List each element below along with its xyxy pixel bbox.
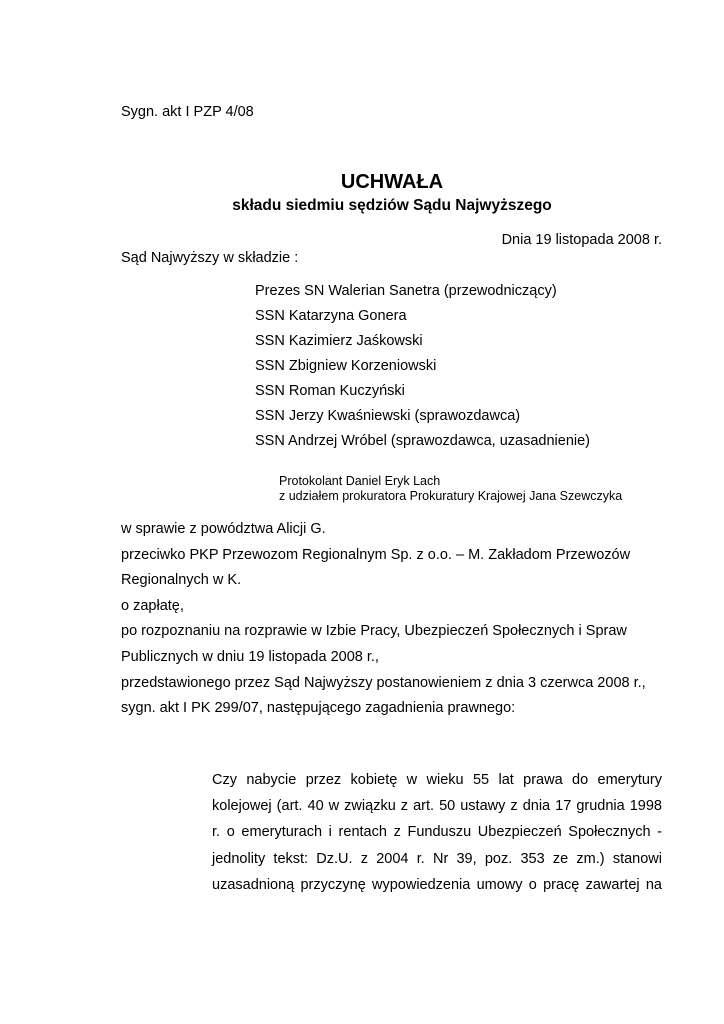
legal-question: [212, 771, 662, 902]
protocol-prosecutor: z udziałem prokuratora Prokuratury Krajowej Jana Szewczyka: [279, 489, 623, 503]
case-line: sygn. akt I PK 299/07, następującego zagadnienia prawnego:: [121, 700, 516, 717]
case-signature: Sygn. akt I PZP 4/08: [121, 104, 254, 120]
document-date: Dnia 19 listopada 2008 r.: [501, 232, 662, 248]
judge-item: SSN Jerzy Kwaśniewski (sprawozdawca): [255, 408, 521, 424]
case-description: [121, 520, 646, 725]
document-title: UCHWAŁA: [340, 171, 444, 193]
court-composition-intro: Sąd Najwyższy w składzie :: [121, 250, 299, 266]
case-line: przeciwko PKP Przewozom Regionalnym Sp. z o.o. – M. Zakładom Przewozów: [121, 546, 631, 563]
judge-item: Prezes SN Walerian Sanetra (przewodniczący): [255, 283, 557, 299]
case-line: Publicznych w dniu 19 listopada 2008 r.,: [121, 648, 379, 665]
protocol-block: [279, 474, 622, 504]
judge-item: SSN Kazimierz Jaśkowski: [255, 333, 423, 349]
case-line: po rozpoznaniu na rozprawie w Izbie Pracy, Ubezpieczeń Społecznych i Spraw: [121, 623, 627, 640]
case-line: o zapłatę,: [121, 597, 184, 614]
case-line: w sprawie z powództwa Alicji G.: [121, 521, 326, 537]
protocol-clerk: Protokolant Daniel Eryk Lach: [279, 474, 441, 488]
judge-item: SSN Andrzej Wróbel (sprawozdawca, uzasadnienie): [255, 433, 591, 449]
judge-item: SSN Zbigniew Korzeniowski: [255, 358, 437, 374]
case-line: przedstawionego przez Sąd Najwyższy postanowieniem z dnia 3 czerwca 2008 r.,: [121, 674, 646, 691]
judges-list: [255, 282, 590, 457]
question-line: uzasadnioną przyczynę wypowiedzenia umowy o pracę zawartej na: [212, 876, 662, 893]
question-line: Czy nabycie przez kobietę w wieku 55 lat prawa do emerytury: [212, 772, 662, 788]
judge-item: SSN Katarzyna Gonera: [255, 308, 407, 324]
judge-item: SSN Roman Kuczyński: [255, 383, 405, 399]
question-line: r. o emeryturach i rentach z Funduszu Ubezpieczeń Społecznych -: [212, 824, 662, 841]
question-line: jednolity tekst: Dz.U. z 2004 r. Nr 39, poz. 353 ze zm.) stanowi: [212, 850, 662, 867]
document-subtitle: składu siedmiu sędziów Sądu Najwyższego: [232, 197, 552, 214]
case-line: Regionalnych w K.: [121, 572, 242, 589]
question-line: kolejowej (art. 40 w związku z art. 50 ustawy z dnia 17 grudnia 1998: [212, 798, 662, 815]
